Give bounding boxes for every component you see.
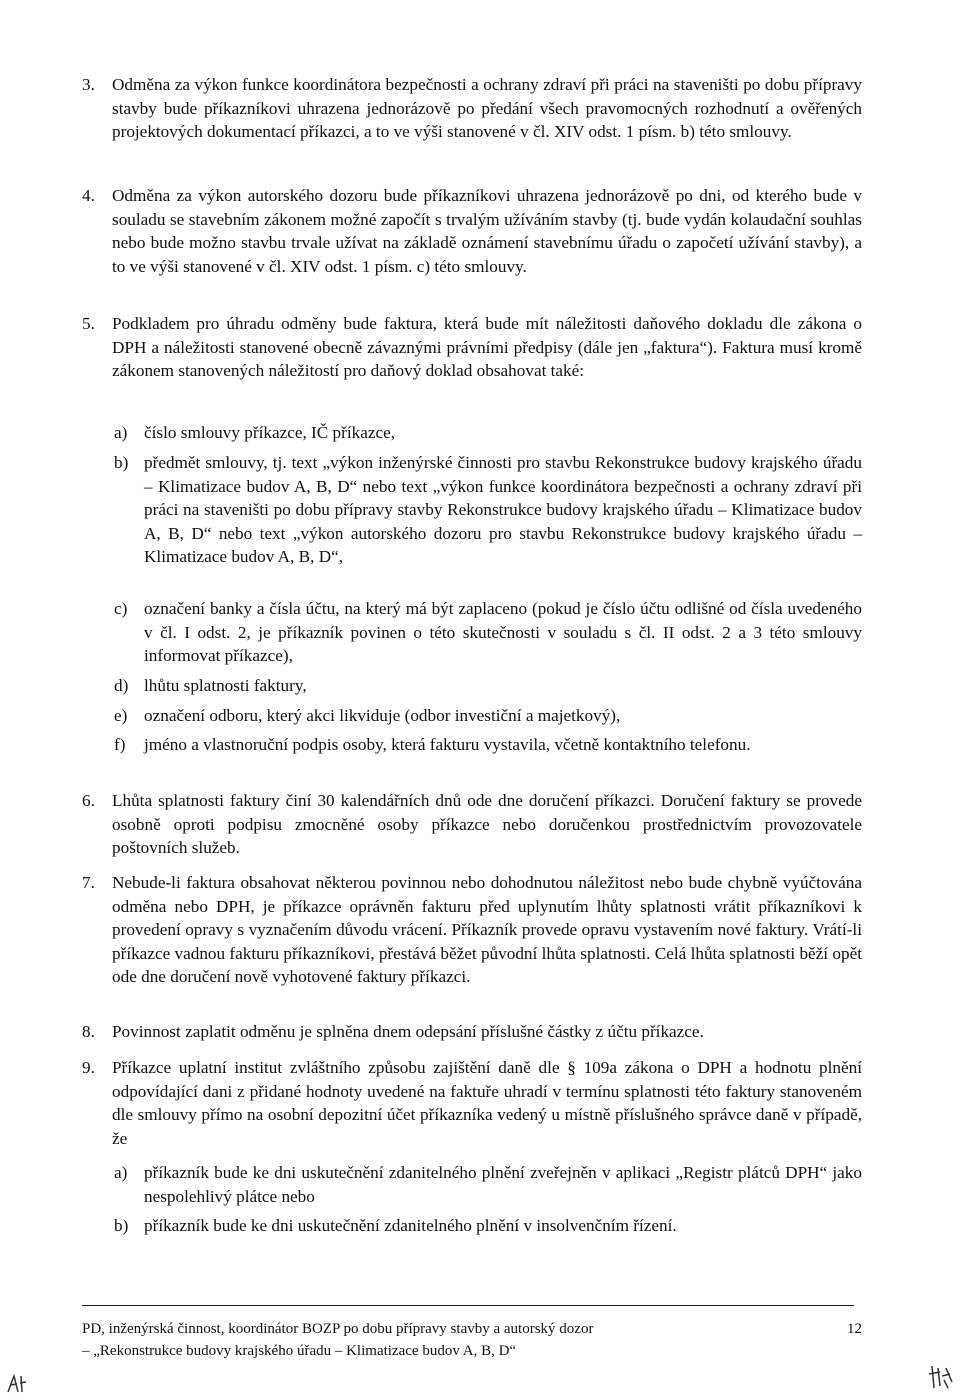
list-item-5e bbox=[114, 704, 862, 728]
page-number: 12 bbox=[847, 1321, 862, 1337]
list-text: označení banky a čísla účtu, na který má být zaplaceno (pokud je číslo účtu odlišné od čísla uvedeného v čl. I odst. 2, je příkazník povinen o této skutečnosti v souladu s čl. II odst. 2 a 3 této smlouvy informovat příkazce), bbox=[144, 599, 862, 666]
list-marker: b) bbox=[114, 1216, 129, 1235]
list-item-5a bbox=[114, 421, 862, 445]
page-footer bbox=[82, 1318, 862, 1362]
list-item-5f bbox=[114, 733, 862, 757]
paragraph-9 bbox=[82, 1056, 862, 1150]
list-marker: a) bbox=[114, 1163, 128, 1182]
paragraph-number: 7. bbox=[82, 873, 95, 892]
list-marker: c) bbox=[114, 599, 128, 618]
footer-line-2: – „Rekonstrukce budovy krajského úřadu – Klimatizace budov A, B, D“ bbox=[82, 1343, 517, 1359]
paragraph-number: 4. bbox=[82, 186, 95, 205]
list-marker: a) bbox=[114, 423, 128, 442]
list-text: lhůtu splatnosti faktury, bbox=[144, 676, 307, 695]
list-text: označení odboru, který akci likviduje (odbor investiční a majetkový), bbox=[144, 706, 621, 725]
list-text: příkazník bude ke dni uskutečnění zdanitelného plnění zveřejněn v aplikaci „Registr plátců DPH“ jako nespolehlivý plátce nebo bbox=[144, 1163, 862, 1206]
list-marker: f) bbox=[114, 735, 126, 754]
paragraph-number: 3. bbox=[82, 75, 95, 94]
paragraph-number: 5. bbox=[82, 314, 95, 333]
paragraph-text: Podkladem pro úhradu odměny bude faktura, která bude mít náležitosti daňového dokladu dle zákona o DPH a náležitosti stanovené obecně závaznými právními předpisy (dále jen „faktura“). Faktura musí kromě zákonem stanovených náležitostí pro daňový doklad obsahovat také: bbox=[112, 314, 862, 381]
paragraph-text: Odměna za výkon autorského dozoru bude příkazníkovi uhrazena jednorázově po dni, od kterého bude v souladu se stavebním zákonem možné započít s trvalým užíváním stavby (tj. bude vydán kolaudační souhlas nebo bude možno stavbu trvale užívat na základě oznámení stavebnímu úřadu o započetí užívání stavby), a to ve výši stanovené v čl. XIV odst. 1 písm. c) této smlouvy. bbox=[112, 186, 862, 276]
list-item-5c bbox=[114, 597, 862, 668]
list-text: příkazník bude ke dni uskutečnění zdanitelného plnění v insolvenčním řízení. bbox=[144, 1216, 677, 1235]
paragraph-text: Odměna za výkon funkce koordinátora bezpečnosti a ochrany zdraví při práci na staveništi po dobu přípravy stavby bude příkazníkovi uhrazena jednorázově po předání všech pravomocných rozhodnutí a ověřených projektových dokumentací příkazci, a to ve výši stanovené v čl. XIV odst. 1 písm. b) této smlouvy. bbox=[112, 75, 862, 142]
list-text: předmět smlouvy, tj. text „výkon inženýrské činnosti pro stavbu Rekonstrukce budovy krajského úřadu – Klimatizace budov A, B, D“ nebo text „výkon funkce koordinátora bezpečnosti a ochrany zdraví při práci na staveništi po dobu přípravy stavby Rekonstrukce budovy krajského úřadu – Klimatizace budov A, B, D“ nebo text „výkon autorského dozoru pro stavbu Rekonstrukce budovy krajského úřadu – Klimatizace budov A, B, D“, bbox=[144, 453, 862, 567]
list-item-5b bbox=[114, 451, 862, 569]
paragraph-text: Nebude-li faktura obsahovat některou povinnou nebo dohodnutou náležitost nebo bude chybně vyúčtována odměna nebo DPH, je příkazce oprávněn fakturu před uplynutím lhůty splatnosti vrátit příkazníkovi k provedení opravy s vyznačením důvodu vrácení. Příkazník provede opravu vystavením nové faktury. Vrátí-li příkazce vadnou fakturu příkazníkovi, přestává běžet původní lhůta splatnosti. Celá lhůta splatnosti běží opět ode dne doručení nově vyhotovené faktury příkazci. bbox=[112, 873, 862, 987]
list-item-5d bbox=[114, 674, 862, 698]
paragraph-5 bbox=[82, 312, 862, 383]
paragraph-number: 6. bbox=[82, 791, 95, 810]
paragraph-number: 9. bbox=[82, 1058, 95, 1077]
paragraph-text: Příkazce uplatní institut zvláštního způsobu zajištění daně dle § 109a zákona o DPH a hodnotu plnění odpovídající dani z přidané hodnoty uvedené na faktuře uhradí v termínu splatnosti této faktury stanoveném dle smlouvy přímo na osobní depozitní účet příkazníka vedený u místně příslušného správce daně v případě, že bbox=[112, 1058, 862, 1148]
paragraph-6 bbox=[82, 789, 862, 860]
paragraph-text: Povinnost zaplatit odměnu je splněna dnem odepsání příslušné částky z účtu příkazce. bbox=[112, 1022, 704, 1041]
list-item-9a bbox=[114, 1161, 862, 1208]
paragraph-3 bbox=[82, 73, 862, 144]
paragraph-7 bbox=[82, 871, 862, 989]
paragraph-8 bbox=[82, 1020, 862, 1044]
paragraph-text: Lhůta splatnosti faktury činí 30 kalendářních dnů ode dne doručení příkazci. Doručení faktury se provede osobně oproti podpisu zmocněné osoby příkazce nebo doručenkou prostřednictvím provozovatele poštovních služeb. bbox=[112, 791, 862, 858]
footer-divider bbox=[82, 1305, 854, 1306]
handwritten-initials-left bbox=[4, 1370, 34, 1396]
list-text: číslo smlouvy příkazce, IČ příkazce, bbox=[144, 423, 396, 442]
handwritten-initials-right bbox=[926, 1362, 956, 1392]
footer-line-1: PD, inženýrská činnost, koordinátor BOZP po dobu přípravy stavby a autorský dozor bbox=[82, 1321, 594, 1337]
list-item-9b bbox=[114, 1214, 862, 1238]
paragraph-number: 8. bbox=[82, 1022, 95, 1041]
list-text: jméno a vlastnoruční podpis osoby, která fakturu vystavila, včetně kontaktního telefonu. bbox=[144, 735, 751, 754]
list-marker: b) bbox=[114, 453, 129, 472]
list-marker: d) bbox=[114, 676, 129, 695]
list-marker: e) bbox=[114, 706, 128, 725]
paragraph-4 bbox=[82, 184, 862, 278]
